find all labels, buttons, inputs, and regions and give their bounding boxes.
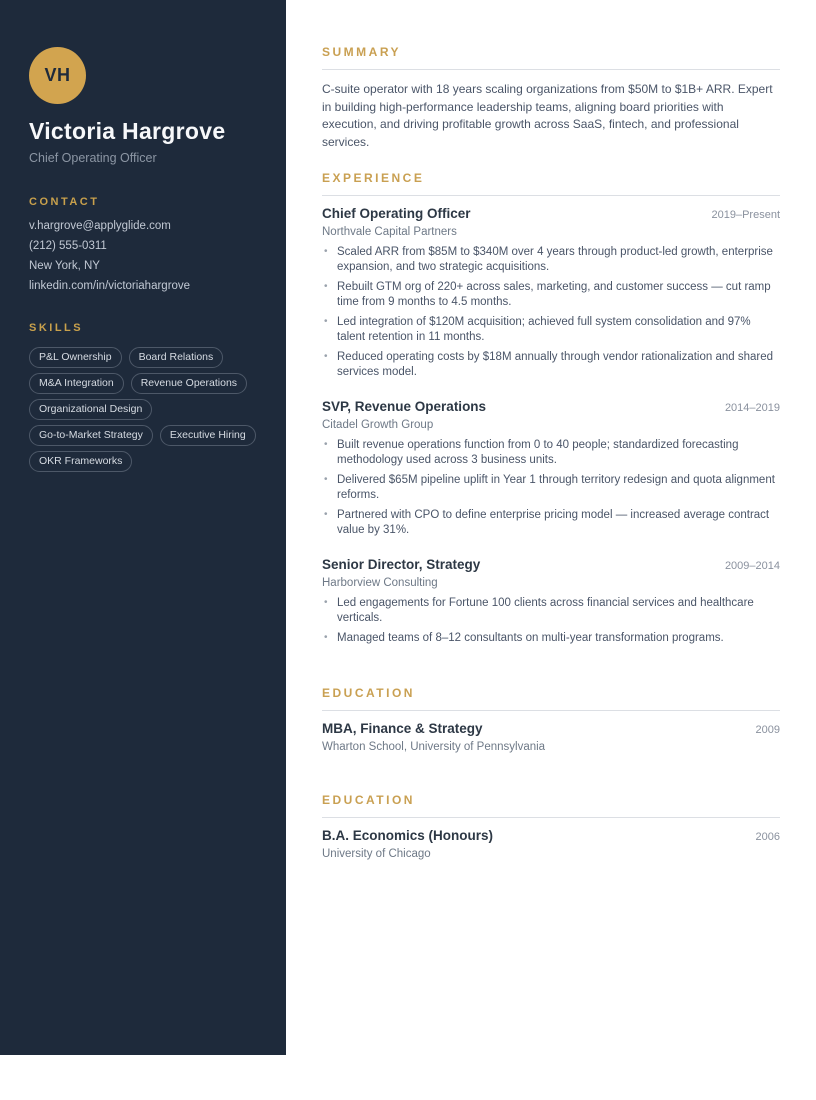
list-item: • Partnered with CPO to define enterprise pricing model — increased average contract value by 31%. xyxy=(322,508,780,537)
education-heading: EDUCATION xyxy=(322,793,780,818)
contact-phone: (212) 555-0311 xyxy=(29,240,107,252)
list-item: • Led engagements for Fortune 100 clients across financial services and healthcare verticals. xyxy=(322,596,780,625)
skills-heading: SKILLS xyxy=(29,322,84,334)
experience-entry xyxy=(322,206,780,379)
education-year: 2009 xyxy=(755,723,780,736)
main-content xyxy=(286,0,816,1100)
job-company: Citadel Growth Group xyxy=(322,419,434,431)
experience-heading: EXPERIENCE xyxy=(322,171,780,196)
job-header xyxy=(322,206,780,221)
skill-chip: OKR Frameworks xyxy=(29,451,132,472)
list-item: • Reduced operating costs by $18M annually through vendor rationalization and shared services model. xyxy=(322,350,780,379)
skill-chip: Organizational Design xyxy=(29,399,152,420)
job-title: Senior Director, Strategy xyxy=(322,557,481,572)
list-item: • Led integration of $120M acquisition; achieved full system consolidation and 97% talent retention in 11 months. xyxy=(322,315,780,344)
job-bullet-list xyxy=(322,245,780,379)
skill-chip: Revenue Operations xyxy=(131,373,247,394)
job-bullet-list xyxy=(322,596,780,646)
contact-location: New York, NY xyxy=(29,260,100,272)
contact-list xyxy=(29,220,257,292)
skill-chip: M&A Integration xyxy=(29,373,124,394)
list-item: • Delivered $65M pipeline uplift in Year 1 through territory redesign and quota alignment reforms. xyxy=(322,473,780,502)
skills-chip-list xyxy=(29,347,261,472)
list-item: • Built revenue operations function from 0 to 40 people; standardized forecasting methodology used across 3 business units. xyxy=(322,438,780,467)
skill-chip: P&L Ownership xyxy=(29,347,122,368)
job-header xyxy=(322,557,780,572)
skill-chip: Executive Hiring xyxy=(160,425,256,446)
education-school: Wharton School, University of Pennsylvania xyxy=(322,740,546,753)
list-item: • Rebuilt GTM org of 220+ across sales, marketing, and customer success — cut ramp time from 9 months to 4.5 months. xyxy=(322,280,780,309)
list-item: • Scaled ARR from $85M to $340M over 4 years through product-led growth, enterprise expansion, and two strategic acquisitions. xyxy=(322,245,780,274)
summary-heading: SUMMARY xyxy=(322,45,780,70)
job-dates: 2014–2019 xyxy=(724,402,780,414)
education-header xyxy=(322,721,780,736)
skill-chip: Go-to-Market Strategy xyxy=(29,425,153,446)
job-bullet-list xyxy=(322,438,780,537)
education-header xyxy=(322,828,780,843)
contact-heading: CONTACT xyxy=(29,196,100,208)
avatar: VH xyxy=(29,47,86,104)
education-heading: EDUCATION xyxy=(322,686,780,711)
education-degree: B.A. Economics (Honours) xyxy=(322,827,494,843)
sidebar xyxy=(0,0,286,1055)
education-entry xyxy=(322,828,780,860)
job-title: SVP, Revenue Operations xyxy=(322,399,487,414)
education-entry xyxy=(322,721,780,753)
job-company: Harborview Consulting xyxy=(322,577,438,589)
experience-entry xyxy=(322,557,780,646)
education-degree: MBA, Finance & Strategy xyxy=(322,720,483,736)
contact-linkedin: linkedin.com/in/victoriahargrove xyxy=(29,280,191,292)
job-dates: 2019–Present xyxy=(711,209,780,221)
skill-chip: Board Relations xyxy=(129,347,224,368)
education-school: University of Chicago xyxy=(322,847,431,860)
summary-text: C-suite operator with 18 years scaling organizations from $50M to $1B+ ARR. Expert in building high-performance leadership teams, aligning board priorities with execution, and driving profitable growth across SaaS, fintech, and professional services. xyxy=(322,82,773,149)
contact-email: v.hargrove@applyglide.com xyxy=(29,220,171,232)
person-job-title: Chief Operating Officer xyxy=(29,151,157,165)
job-header xyxy=(322,399,780,414)
job-company: Northvale Capital Partners xyxy=(322,226,457,238)
job-dates: 2009–2014 xyxy=(724,560,780,572)
person-name: Victoria Hargrove xyxy=(29,118,226,144)
job-title: Chief Operating Officer xyxy=(322,206,471,221)
education-year: 2006 xyxy=(755,830,780,843)
list-item: • Managed teams of 8–12 consultants on multi-year transformation programs. xyxy=(322,631,780,646)
experience-entry xyxy=(322,399,780,537)
